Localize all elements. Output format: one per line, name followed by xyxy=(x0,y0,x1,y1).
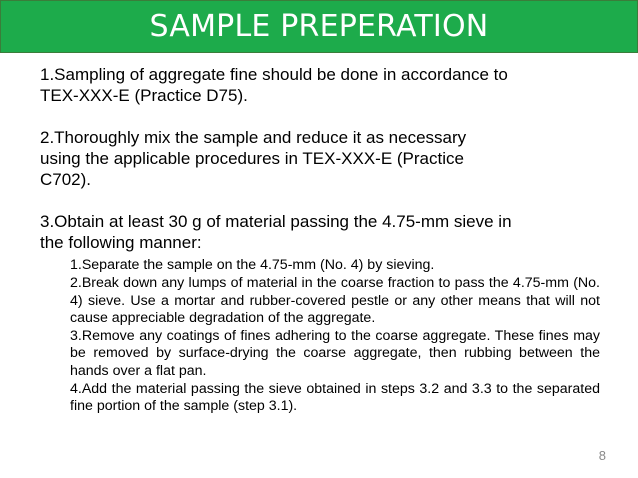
page-number: 8 xyxy=(598,448,606,463)
sub-step-4: 4.Add the material passing the sieve obtained in steps 3.2 and 3.3 to the separated fine portion of the sample (step 3.1). xyxy=(70,381,600,415)
title-bar xyxy=(0,0,638,53)
sub-step-2: 2.Break down any lumps of material in the coarse fraction to pass the 4.75-mm (No. 4) sieve. Use a mortar and rubber-covered pestle or any other means that will not cause appreciable degradation of the aggregate. xyxy=(70,275,600,326)
slide-title: SAMPLE PREPERATION xyxy=(149,9,489,44)
sub-step-3: 3.Remove any coatings of fines adhering to the coarse aggregate. These fines may be removed by surface-drying the coarse aggregate, then rubbing between the hands over a flat pan. xyxy=(70,328,600,379)
sub-step-list xyxy=(70,257,600,416)
paragraph-2: 2.Thoroughly mix the sample and reduce it as necessary using the applicable procedures in TEX-XXX-E (Practice C702). xyxy=(40,128,467,189)
paragraph-3: 3.Obtain at least 30 g of material passing the 4.75-mm sieve in the following manner: xyxy=(40,212,512,252)
paragraph-1: 1.Sampling of aggregate fine should be done in accordance to TEX-XXX-E (Practice D75). xyxy=(40,65,508,105)
sub-step-1: 1.Separate the sample on the 4.75-mm (No. 4) by sieving. xyxy=(70,257,435,273)
slide-content xyxy=(40,64,600,417)
